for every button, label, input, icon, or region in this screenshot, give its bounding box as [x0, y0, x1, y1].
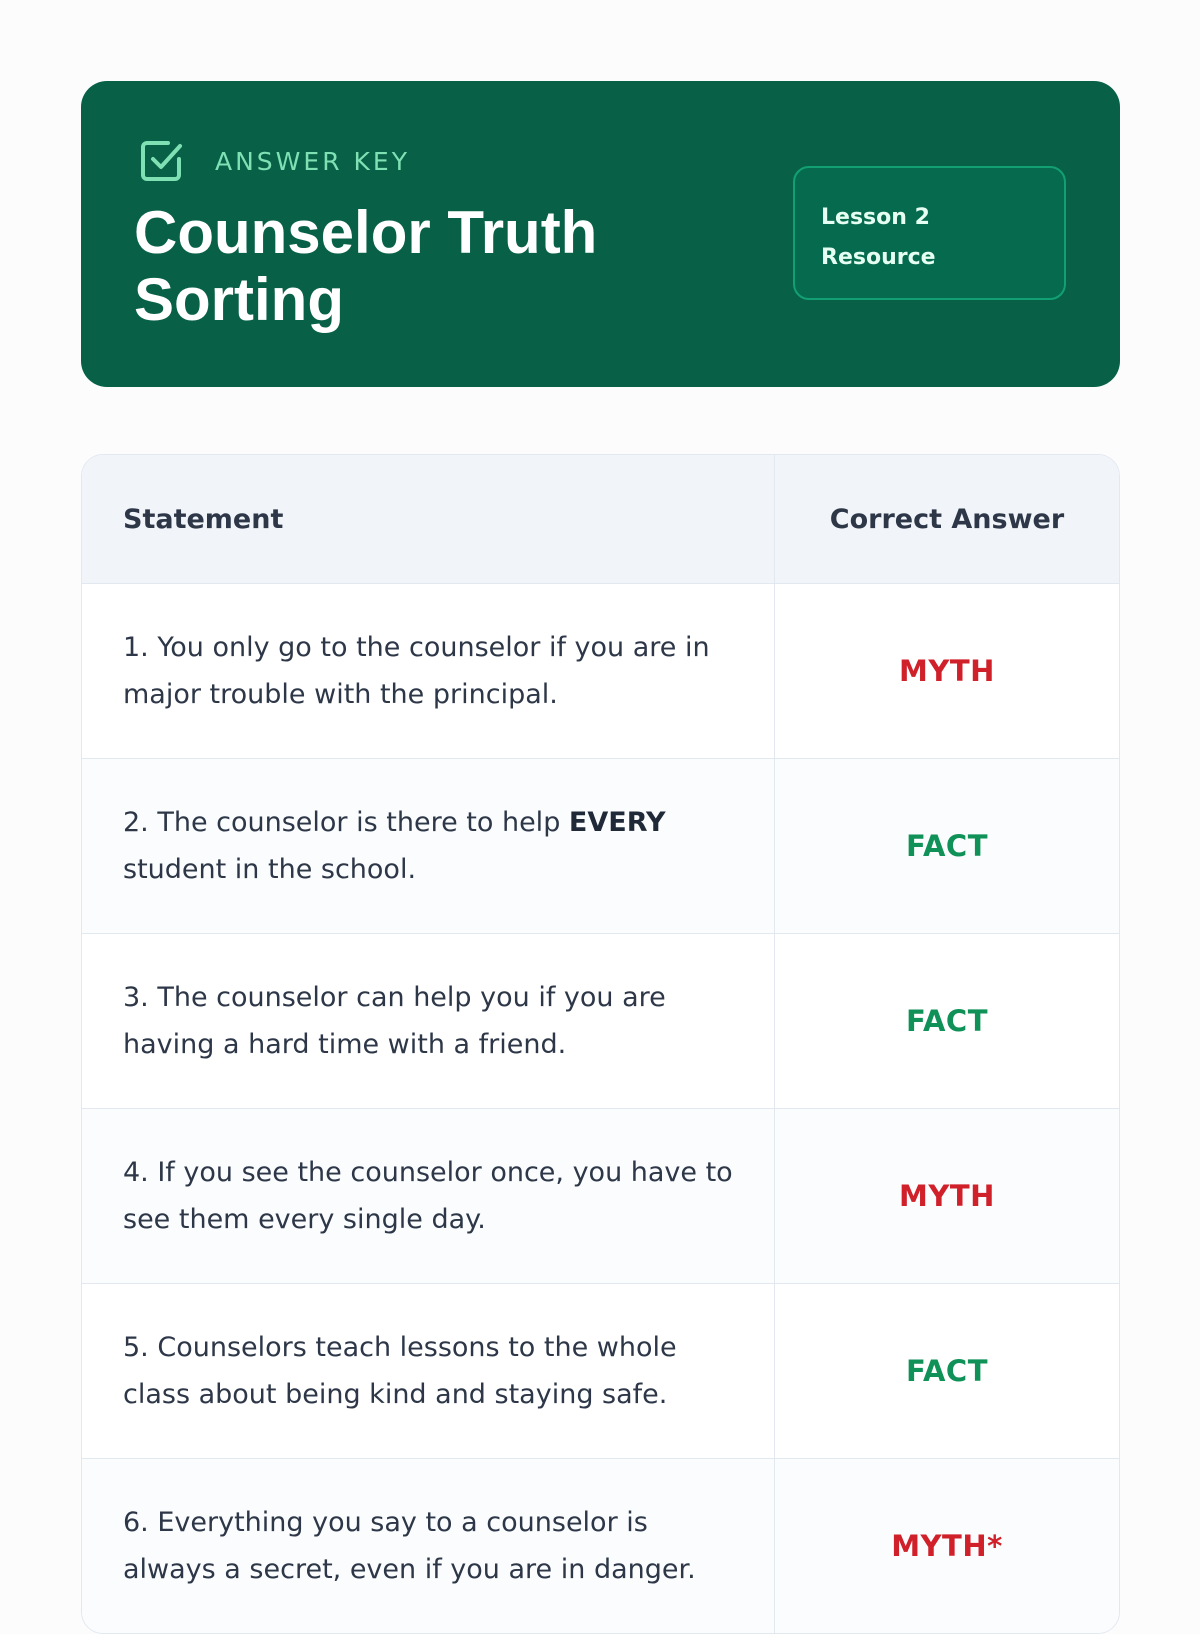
- statement-cell: [82, 1459, 775, 1633]
- eyebrow-label: ANSWER KEY: [215, 146, 410, 176]
- answer-cell: MYTH*: [891, 1529, 1003, 1563]
- statement-text-part: student in the school.: [123, 854, 417, 885]
- statement-text-part: 2. The counselor is there to help: [123, 807, 569, 838]
- checkbox-check-icon: [137, 137, 185, 185]
- answer-cell: FACT: [906, 829, 988, 863]
- column-header-statement: Statement: [82, 455, 775, 583]
- statement-cell: [82, 584, 775, 758]
- table-row: [82, 759, 1119, 934]
- table-row: [82, 934, 1119, 1109]
- header-banner: [81, 81, 1120, 387]
- statement-text: [123, 799, 744, 893]
- statement-text: 4. If you see the counselor once, you have to see them every single day.: [123, 1157, 733, 1235]
- answer-cell: FACT: [906, 1004, 988, 1038]
- eyebrow: [137, 137, 410, 185]
- lesson-badge-line2: Resource: [821, 245, 936, 270]
- statement-cell: [82, 1284, 775, 1458]
- table-row: [82, 1109, 1119, 1284]
- table-row: [82, 1459, 1119, 1634]
- statement-text: 1. You only go to the counselor if you are in major trouble with the principal.: [123, 632, 710, 710]
- lesson-badge-line1: Lesson 2: [821, 205, 930, 230]
- column-header-answer: Correct Answer: [829, 503, 1065, 535]
- statement-cell: [82, 934, 775, 1108]
- page-title: Counselor Truth Sorting: [134, 199, 598, 333]
- answer-cell: MYTH: [899, 654, 995, 688]
- answer-cell: FACT: [906, 1354, 988, 1388]
- statement-cell: [82, 759, 775, 933]
- statement-text: 6. Everything you say to a counselor is always a secret, even if you are in danger.: [123, 1507, 696, 1585]
- table-row: [82, 1284, 1119, 1459]
- table-header-row: [82, 455, 1119, 584]
- statement-cell: [82, 1109, 775, 1283]
- statement-text: 3. The counselor can help you if you are having a hard time with a friend.: [123, 982, 666, 1060]
- answer-cell: MYTH: [899, 1179, 995, 1213]
- statement-emphasis: EVERY: [568, 807, 666, 838]
- statement-text: 5. Counselors teach lessons to the whole class about being kind and staying safe.: [123, 1332, 677, 1410]
- table-row: [82, 584, 1119, 759]
- answer-table: [81, 454, 1120, 1634]
- lesson-badge: [793, 166, 1066, 300]
